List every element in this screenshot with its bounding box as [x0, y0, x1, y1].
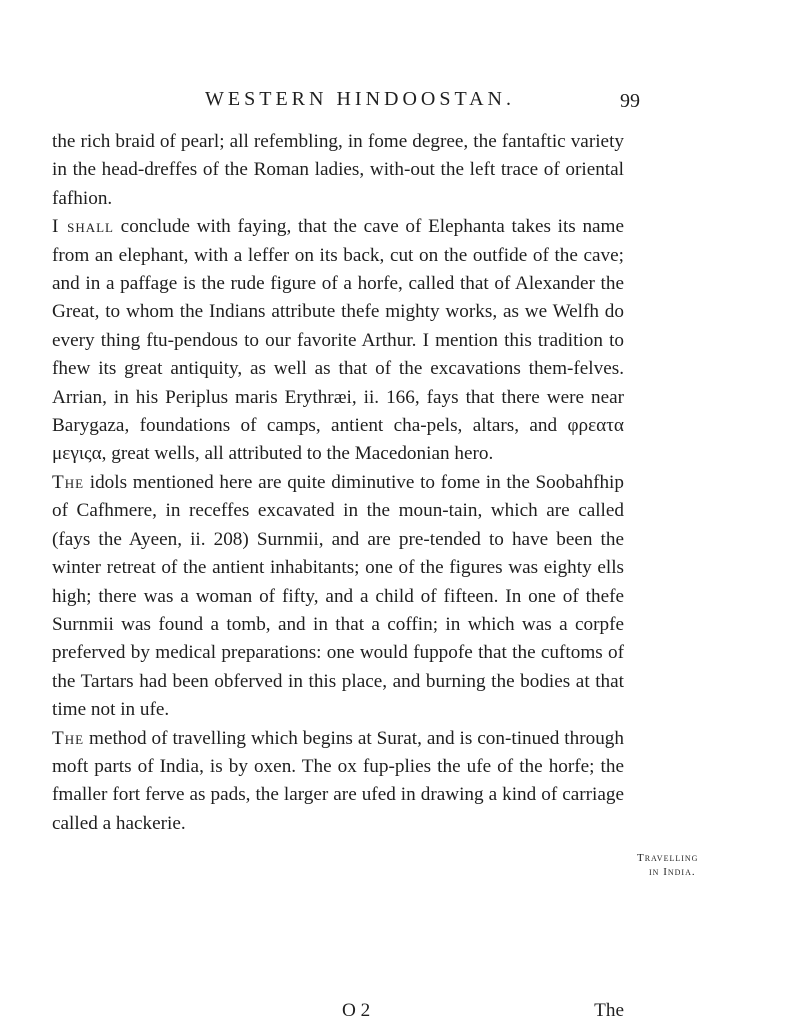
signature-mark: O 2 [342, 1000, 371, 1021]
paragraph [52, 128, 624, 213]
catchword: The [594, 1000, 624, 1021]
paragraph-lead: I shall [52, 216, 114, 238]
paragraph-lead: The [52, 727, 85, 749]
running-title: WESTERN HINDOOSTAN. [205, 88, 515, 110]
margin-note-line: Travelling [637, 852, 699, 864]
margin-note-line: in India. [649, 866, 696, 878]
paragraph-lead: The [52, 471, 85, 493]
paragraph-text: idols mentioned here are quite diminutive to fome in the Soobahfhip of Cafhmere, in receffes excavated in the moun-tain, which are called (fays the Ayeen, ii. 208) Surnmii, and are pre-tended to have been the winter retreat of the antient inhabitants; one of the figures was eighty ells high; there was a woman of fifty, and a child of fifteen. In one of thefe Surnmii was found a tomb, and in that a coffin; in which was a corpfe preferved by medical preparations: one would fuppofe that the cuftoms of the Tartars had been obferved in this place, and burning the bodies at that time not in ufe. [52, 471, 624, 721]
paragraph [52, 469, 624, 725]
paragraph-text: method of travelling which begins at Surat, and is con-tinued through moft parts of India, is by oxen. The ox fup-plies the ufe of the horfe; the fmaller fort ferve as pads, the larger are ufed in drawing a kind of carriage called a hackerie. [52, 727, 624, 834]
margin-note [637, 851, 787, 879]
paragraph-text: the rich braid of pearl; all refembling, in fome degree, the fantaftic variety in the head-dreffes of the Roman ladies, with-out the left trace of oriental fafhion. [52, 131, 624, 209]
page-footer [52, 1000, 624, 1026]
body-text [52, 128, 624, 838]
running-head [100, 88, 640, 116]
paragraph [52, 213, 624, 469]
page-number: 99 [620, 90, 640, 112]
paragraph [52, 725, 624, 839]
paragraph-text: conclude with faying, that the cave of Elephanta takes its name from an elephant, with a leffer on its back, cut on the outfide of the cave; and in a paffage is the rude figure of a horfe, called that of Alexander the Great, to whom the Indians attribute thefe mighty works, as we Welfh do every thing ftu-pendous to our favorite Arthur. I mention this tradition to fhew its great antiquity, as well as that of the excavations them-felves. Arrian, in his Periplus maris Erythræi, ii. 166, fays that there were near Barygaza, foundations of camps, antient cha-pels, altars, and φρεατα μεγιςα, great wells, all attributed to the Macedonian hero. [52, 216, 624, 465]
